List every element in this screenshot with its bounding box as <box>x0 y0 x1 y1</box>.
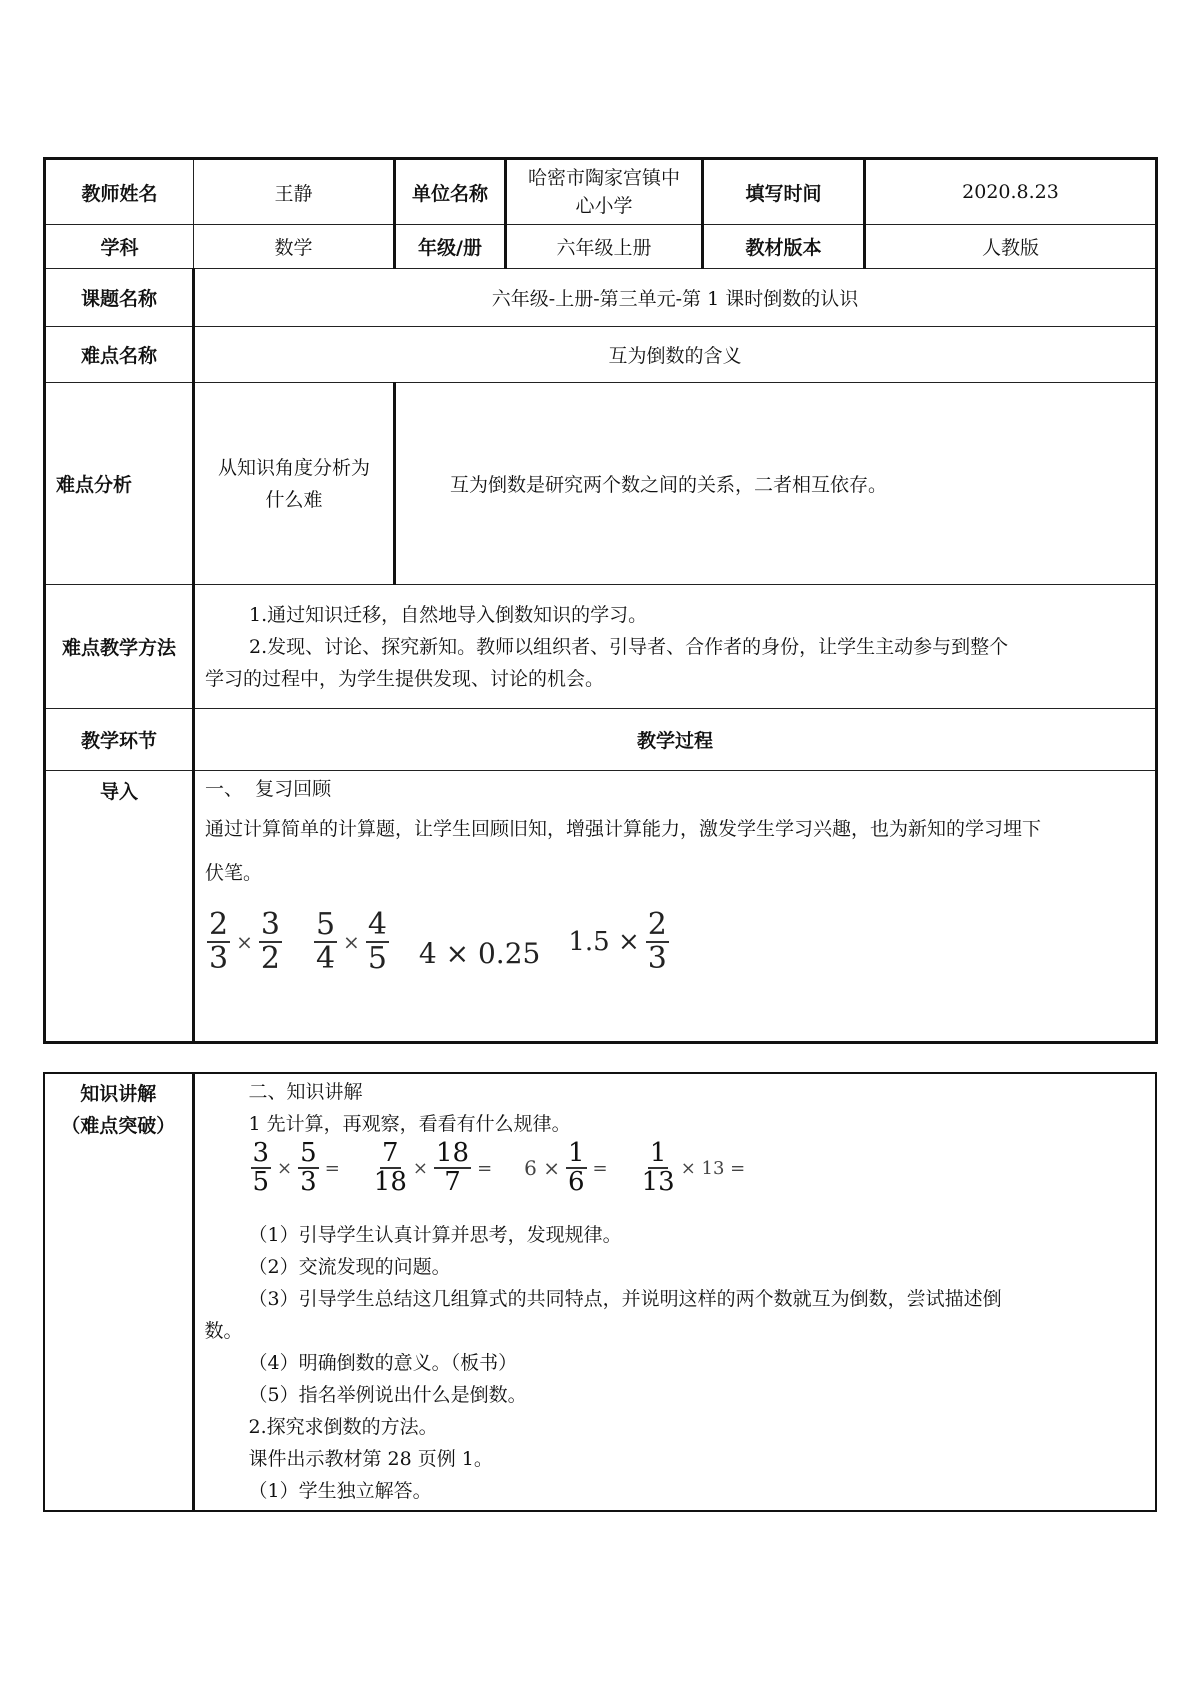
expr-tail: × 13 = <box>680 1157 746 1179</box>
frac-num: 7 <box>382 1138 399 1168</box>
unit-name-line2: 心小学 <box>575 195 633 217</box>
knowledge-item-1: （1）引导学生认真计算并思考，发现规律。 <box>248 1223 622 1246</box>
topic-value: 六年级-上册-第三单元-第 1 课时倒数的认识 <box>194 269 1157 327</box>
knowledge-step2: 2.探究求倒数的方法。 <box>248 1415 438 1438</box>
expr-whole-part: 1.5 × <box>568 926 640 957</box>
unit-name-value <box>506 159 703 225</box>
difficulty-analysis-label: 难点分析 <box>45 383 194 585</box>
frac-num: 5 <box>315 907 336 942</box>
frac-den: 4 <box>315 940 336 976</box>
frac-num: 3 <box>252 1138 270 1168</box>
knowledge-step1: 1 先计算，再观察，看看有什么规律。 <box>248 1113 571 1135</box>
analysis-text: 互为倒数是研究两个数之间的关系，二者相互依存。 <box>395 383 1157 585</box>
times-sign: × <box>343 929 360 954</box>
subject-label: 学科 <box>45 225 194 269</box>
knowledge-label-line1: 知识讲解 <box>80 1083 157 1105</box>
expr-6-times-1-6 <box>524 1140 611 1197</box>
knowledge-content <box>193 1073 1156 1511</box>
knowledge-item-3a: （3）引导学生总结这几组算式的共同特点，并说明这样的两个数就互为倒数，尝试描述倒 <box>248 1287 1002 1310</box>
equals-sign: = <box>592 1157 608 1179</box>
knowledge-step2a: 课件出示教材第 28 页例 1。 <box>248 1447 493 1470</box>
frac-num: 4 <box>367 907 387 942</box>
frac-den: 5 <box>252 1167 270 1198</box>
times-sign: × <box>236 929 253 954</box>
fill-time-value: 2020.8.23 <box>865 159 1157 225</box>
frac-den: 13 <box>641 1167 675 1198</box>
knowledge-heading: 二、知识讲解 <box>248 1081 363 1103</box>
frac-num: 1 <box>649 1138 667 1168</box>
frac-den: 18 <box>373 1167 407 1198</box>
expr-5-4-times-4-5 <box>312 909 391 974</box>
unit-name-line1: 哈密市陶家宫镇中 <box>527 167 680 189</box>
teacher-name-label: 教师姓名 <box>45 159 194 225</box>
frac-num: 3 <box>260 907 280 942</box>
expr-7-18-times-18-7 <box>372 1140 496 1197</box>
analysis-sublabel <box>194 383 395 585</box>
frac-num: 2 <box>209 907 229 942</box>
grade-label: 年级/册 <box>395 225 506 269</box>
frac-num: 1 <box>568 1138 585 1168</box>
frac-den: 7 <box>444 1167 461 1198</box>
frac-den: 2 <box>260 940 280 976</box>
expr-15-times-2-3 <box>568 909 671 974</box>
frac-den: 5 <box>367 940 387 976</box>
frac-den: 6 <box>568 1167 585 1198</box>
edition-label: 教材版本 <box>703 225 865 269</box>
intro-line-1: 通过计算简单的计算题，让学生回顾旧知，增强计算能力，激发学生学习兴趣，也为新知的学习埋下 <box>205 818 1042 840</box>
frac-num: 18 <box>435 1138 470 1168</box>
fill-time-label: 填写时间 <box>703 159 865 225</box>
knowledge-label-line2: （难点突破） <box>61 1115 176 1137</box>
analysis-sublabel-line1: 从知识角度分析为 <box>217 456 370 479</box>
method-line-3: 学习的过程中，为学生提供发现、讨论的机会。 <box>205 667 605 690</box>
knowledge-item-2: （2）交流发现的问题。 <box>248 1255 451 1278</box>
teaching-method-content <box>194 585 1157 709</box>
intro-heading: 一、 复习回顾 <box>205 778 332 800</box>
knowledge-step2b: （1）学生独立解答。 <box>248 1479 432 1502</box>
method-line-2: 2.发现、讨论、探究新知。教师以组织者、引导者、合作者的身份，让学生主动参与到整个 <box>249 635 1009 658</box>
teacher-name-value: 王静 <box>194 159 395 225</box>
equals-sign: = <box>477 1157 493 1179</box>
knowledge-table <box>43 1072 1157 1512</box>
analysis-sublabel-line2: 什么难 <box>265 488 323 511</box>
teaching-stage-header: 教学环节 <box>45 709 194 771</box>
expr-4-times-025: 4 × 0.25 <box>418 937 541 970</box>
knowledge-item-5: （5）指名举例说出什么是倒数。 <box>248 1383 527 1406</box>
knowledge-item-4: （4）明确倒数的意义。（板书） <box>248 1351 518 1374</box>
expr-whole-part: 6 × <box>524 1156 560 1181</box>
unit-name-label: 单位名称 <box>395 159 506 225</box>
intro-expressions <box>205 909 1145 974</box>
expr-2-3-times-3-2 <box>205 909 284 974</box>
frac-den: 3 <box>300 1167 317 1198</box>
lesson-info-table <box>43 157 1158 1044</box>
intro-line-2: 伏笔。 <box>205 862 263 884</box>
equals-sign: = <box>324 1157 340 1179</box>
times-sign: × <box>277 1157 293 1179</box>
teaching-method-label: 难点教学方法 <box>45 585 194 709</box>
frac-den: 3 <box>209 940 229 976</box>
expr-1-13-times-13 <box>640 1140 746 1197</box>
topic-label: 课题名称 <box>45 269 194 327</box>
frac-num: 2 <box>647 907 667 942</box>
intro-content <box>194 771 1157 1043</box>
times-sign: × <box>412 1157 428 1179</box>
knowledge-item-3b: 数。 <box>204 1319 243 1342</box>
expr-3-5-times-5-3 <box>249 1140 344 1197</box>
teaching-process-header: 教学过程 <box>194 709 1157 771</box>
method-line-1: 1.通过知识迁移，自然地导入倒数知识的学习。 <box>249 603 648 626</box>
knowledge-label <box>44 1073 193 1511</box>
grade-value: 六年级上册 <box>506 225 703 269</box>
edition-value: 人教版 <box>865 225 1157 269</box>
frac-num: 5 <box>300 1138 317 1168</box>
difficulty-name-value: 互为倒数的含义 <box>194 327 1157 383</box>
frac-den: 3 <box>647 940 667 976</box>
subject-value: 数学 <box>194 225 395 269</box>
difficulty-name-label: 难点名称 <box>45 327 194 383</box>
knowledge-expressions <box>205 1140 1146 1197</box>
intro-label: 导入 <box>45 771 194 1043</box>
